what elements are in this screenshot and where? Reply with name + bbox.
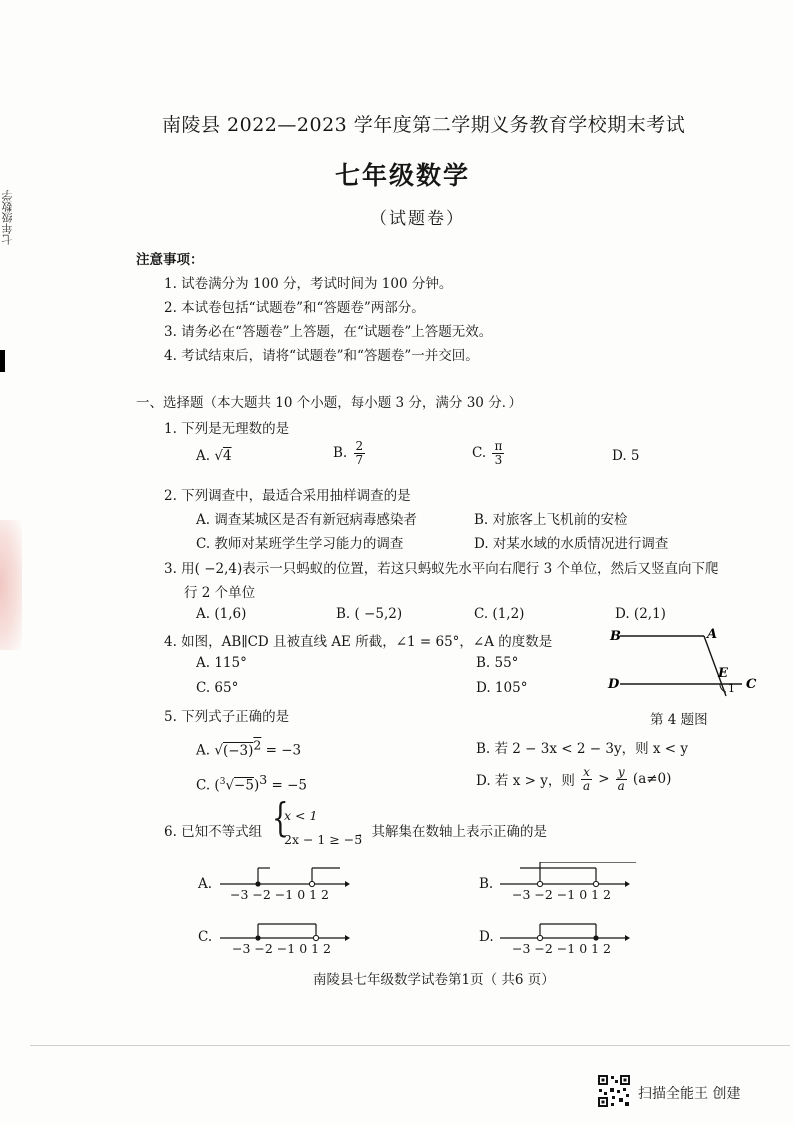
fraction-numerator: 2 [355, 439, 364, 453]
q1-option-c-label: C. [472, 445, 487, 462]
q3-option-b: B. ( −5,2) [336, 606, 403, 622]
q5-option-d [476, 766, 671, 792]
q5-option-c [196, 772, 307, 794]
closed-point [255, 881, 260, 886]
q5-d-fraction-1 [581, 766, 592, 792]
q4-option-b: B. 55° [476, 655, 519, 671]
q5-c-rhs: = −5 [267, 777, 307, 794]
page-edge-line [30, 1045, 790, 1046]
scan-edge-mark [0, 350, 5, 372]
q5-a-exponent: 2 [253, 737, 262, 752]
subject-title: 七年级数学 [335, 161, 471, 190]
point-c-label: C [746, 677, 757, 692]
question-6-stem-suffix: ，其解集在数轴上表示正确的是 [358, 824, 547, 840]
fraction-denominator: a [582, 778, 591, 793]
axis-arrow-icon [345, 935, 350, 941]
section-heading: 一、选择题（本大题共 10 个小题，每小题 3 分，满分 30 分．） [136, 395, 522, 411]
angle-1-label: 1 [728, 682, 735, 695]
exam-title: 南陵县 2022—2023 学年度第二学期义务教育学校期末考试 [162, 114, 686, 136]
q1-option-c-fraction [492, 440, 504, 466]
q6-option-b-ticks: −3 −2 −1 0 1 2 [512, 887, 612, 902]
figure-caption: 第 4 题图 [650, 712, 708, 728]
q1-option-b-label: B. [333, 445, 348, 462]
note-item: 3. 请务必在“答题卷”上答题，在“试题卷”上答题无效。 [164, 324, 493, 340]
point-d-label: D [608, 677, 620, 692]
q5-c-radicand: −5 [234, 777, 254, 794]
q3-option-c: C. (1,2) [474, 606, 525, 622]
question-4-stem: 4. 如图，AB∥CD 且被直线 AE 所截，∠1 = 65°，∠A 的度数是 [164, 634, 553, 650]
fraction-denominator: a [617, 778, 625, 793]
q5-option-c-label: C. ( [196, 777, 220, 794]
q4-option-d: D. 105° [476, 680, 528, 696]
q1-option-b-fraction [354, 440, 366, 466]
sqrt-sign-icon: √ [214, 742, 223, 759]
open-point [537, 935, 542, 940]
q5-a-radicand [222, 737, 262, 759]
q5-option-a [196, 737, 301, 759]
note-item: 1. 试卷满分为 100 分，考试时间为 100 分钟。 [164, 276, 453, 292]
q4-option-a: A. 115° [196, 655, 247, 671]
q1-option-c [472, 440, 506, 466]
q6-option-c-label: C. [198, 929, 213, 945]
q5-a-base: (−3) [222, 742, 254, 759]
scanner-watermark: 扫描全能王 创建 [638, 1086, 741, 1102]
note-item: 2. 本试卷包括“试题卷”和“答题卷”两部分。 [164, 300, 425, 316]
fraction-numerator: y [617, 765, 625, 779]
open-point [313, 935, 318, 940]
fraction-denominator: 3 [494, 452, 503, 467]
q5-c-root-index: 3 [219, 777, 226, 787]
q2-option-c: C. 教师对某班学生学习能力的调查 [196, 536, 404, 552]
q6-inequality-1: x < 1 [284, 808, 318, 823]
brace-icon: { [272, 796, 289, 842]
point-b-label: B [610, 629, 621, 644]
binding-edge-text: 七年级数学 [1, 190, 14, 245]
q3-option-d: D. (2,1) [615, 606, 666, 622]
qr-code-icon [597, 1074, 631, 1108]
q6-option-b-label: B. [479, 876, 494, 892]
axis-arrow-icon [625, 881, 630, 887]
q4-option-c: C. 65° [196, 680, 239, 696]
q5-d-condition: (a≠0) [632, 771, 672, 788]
q1-option-d: D. 5 [612, 448, 640, 464]
sqrt-sign-icon: √ [225, 777, 235, 794]
question-1-stem: 1. 下列是无理数的是 [164, 421, 290, 437]
q4-figure [604, 622, 794, 700]
point-a-label: A [707, 627, 718, 642]
question-6-stem-prefix: 6. 已知不等式组 [164, 824, 263, 840]
q1-option-a-radicand: 4 [222, 448, 232, 464]
point-e-label: E [718, 666, 728, 681]
question-3-stem: 3. 用( −2,4)表示一只蚂蚁的位置，若这只蚂蚁先水平向右爬行 3 个单位，然后又竖直向下爬 [164, 561, 719, 577]
q1-option-a [196, 448, 232, 464]
paper-type: （试题卷） [370, 209, 465, 229]
scan-finger-blot [0, 520, 22, 650]
q5-a-rhs: = −3 [261, 742, 302, 759]
page-footer: 南陵县七年级数学试卷第1页（ 共6 页） [313, 972, 555, 988]
q1-option-b [333, 440, 367, 466]
open-point [537, 881, 542, 886]
notes-heading: 注意事项： [136, 252, 204, 268]
q5-d-prefix: D. 若 x > y，则 [476, 773, 575, 790]
q2-option-d: D. 对某水域的水质情况进行调查 [474, 536, 669, 552]
fraction-denominator: 7 [355, 452, 364, 467]
q6-option-a-label: A. [198, 876, 213, 892]
q6-option-d-label: D. [479, 929, 494, 945]
q5-c-exponent: 3 [259, 772, 268, 787]
closed-point [255, 935, 260, 940]
q5-d-fraction-2 [616, 766, 627, 792]
open-point [593, 881, 598, 886]
q6-option-a-ticks: −3 −2 −1 0 1 2 [230, 887, 330, 902]
q5-option-b: B. 若 2 − 3x < 2 − 3y，则 x < y [476, 741, 688, 757]
axis-arrow-icon [625, 935, 630, 941]
q2-option-b: B. 对旅客上飞机前的安检 [474, 512, 628, 528]
open-point [309, 881, 314, 886]
note-item: 4. 考试结束后，请将“试题卷”和“答题卷”一并交回。 [164, 348, 479, 364]
sqrt-sign-icon: √ [214, 448, 223, 464]
q5-option-a-label: A. [196, 742, 211, 759]
q6-inequality-2: 2x − 1 ≥ −5 [284, 832, 363, 847]
closed-point [593, 935, 598, 940]
fraction-numerator: π [494, 439, 503, 453]
q6-option-c-ticks: −3 −2 −1 0 1 2 [232, 941, 332, 956]
q6-option-d-ticks: −3 −2 −1 0 1 2 [512, 941, 612, 956]
q3-option-a: A. (1,6) [196, 606, 247, 622]
q2-option-a: A. 调查某城区是否有新冠病毒感染者 [196, 512, 417, 528]
question-5-stem: 5. 下列式子正确的是 [164, 709, 290, 725]
question-3-stem-cont: 行 2 个单位 [184, 585, 256, 601]
fraction-numerator: x [583, 765, 590, 779]
q1-option-a-label: A. [196, 448, 211, 464]
q5-c-close: ) [253, 777, 260, 794]
axis-arrow-icon [345, 881, 350, 887]
q5-d-gt: > [598, 771, 610, 788]
question-2-stem: 2. 下列调查中，最适合采用抽样调查的是 [164, 488, 411, 504]
